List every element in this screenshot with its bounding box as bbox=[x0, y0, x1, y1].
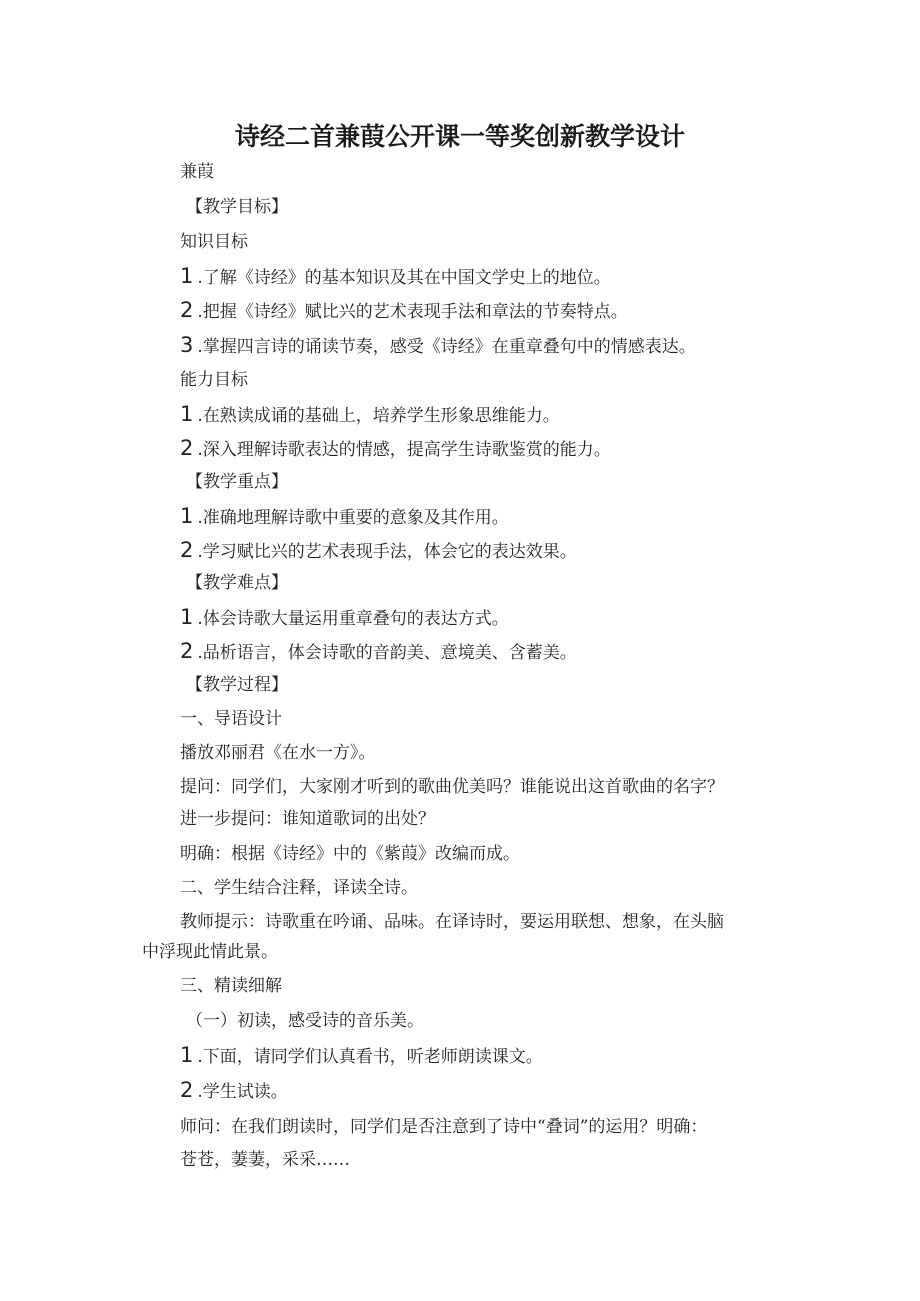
list-item bbox=[180, 436, 611, 462]
subsection-heading bbox=[180, 230, 248, 254]
paragraph bbox=[180, 842, 520, 866]
paragraph bbox=[180, 807, 435, 831]
line-text: .在熟读成诵的基础上，培养学生形象思维能力。 bbox=[197, 406, 560, 426]
item-number: 1 bbox=[180, 402, 194, 426]
item-number: 2 bbox=[180, 538, 194, 562]
paragraph bbox=[180, 876, 418, 900]
line-text: .深入理解诗歌表达的情感，提高学生诗歌鉴赏的能力。 bbox=[197, 440, 611, 460]
item-number: 1 bbox=[180, 605, 194, 629]
line-text: 一、导语设计 bbox=[180, 709, 282, 729]
paragraph bbox=[180, 1115, 707, 1139]
section-heading bbox=[186, 673, 288, 697]
line-text: 中浮现此情此景。 bbox=[142, 942, 278, 962]
item-number: 2 bbox=[180, 1078, 194, 1102]
paragraph bbox=[180, 974, 282, 998]
line-text: .体会诗歌大量运用重章叠句的表达方式。 bbox=[197, 609, 509, 629]
line-text: 知识目标 bbox=[180, 232, 248, 252]
line-text: （一）初读，感受诗的音乐美。 bbox=[186, 1011, 424, 1031]
list-item bbox=[180, 298, 628, 324]
line-text: 三、精读细解 bbox=[180, 976, 282, 996]
line-text: .学习赋比兴的艺术表现手法，体会它的表达效果。 bbox=[197, 542, 577, 562]
item-number: 2 bbox=[180, 639, 194, 663]
list-item bbox=[180, 504, 509, 530]
list-item bbox=[180, 639, 577, 665]
list-item bbox=[180, 333, 696, 359]
item-number: 1 bbox=[180, 504, 194, 528]
line-text: .学生试读。 bbox=[197, 1082, 288, 1102]
list-item bbox=[180, 402, 560, 428]
paragraph bbox=[186, 1009, 424, 1033]
line-text: .准确地理解诗歌中重要的意象及其作用。 bbox=[197, 508, 509, 528]
list-item bbox=[180, 1043, 543, 1069]
line-text: 【教学过程】 bbox=[186, 675, 288, 695]
list-item bbox=[180, 538, 577, 564]
line-text: .了解《诗经》的基本知识及其在中国文学史上的地位。 bbox=[197, 268, 611, 288]
list-item bbox=[180, 605, 509, 631]
item-number: 2 bbox=[180, 298, 194, 322]
line-text: 师问：在我们朗读时，同学们是否注意到了诗中“叠词”的运用？明确： bbox=[180, 1117, 708, 1137]
item-number: 1 bbox=[180, 1043, 194, 1067]
subsection-heading bbox=[180, 368, 248, 392]
paragraph bbox=[180, 741, 376, 765]
line-text: .下面，请同学们认真看书，听老师朗读课文。 bbox=[197, 1047, 543, 1067]
list-item bbox=[180, 1078, 288, 1104]
line-text: 提问：同学们，大家刚才听到的歌曲优美吗？谁能说出这首歌曲的名字？ bbox=[180, 777, 724, 797]
list-item bbox=[180, 264, 611, 290]
item-number: 3 bbox=[180, 333, 194, 357]
line-text: 【教学重点】 bbox=[186, 472, 288, 492]
section-heading bbox=[186, 571, 288, 595]
paragraph bbox=[180, 775, 724, 799]
item-number: 2 bbox=[180, 436, 194, 460]
line-text: 明确：根据《诗经》中的《紫葭》改编而成。 bbox=[180, 844, 520, 864]
line-text: .品析语言，体会诗歌的音韵美、意境美、含蓄美。 bbox=[197, 643, 577, 663]
document-title: 诗经二首兼葭公开课一等奖创新教学设计 bbox=[234, 122, 685, 151]
line-text: 兼葭 bbox=[180, 162, 214, 182]
paragraph bbox=[180, 910, 724, 934]
line-text: .掌握四言诗的诵读节奏，感受《诗经》在重章叠句中的情感表达。 bbox=[197, 337, 696, 357]
paragraph bbox=[180, 707, 282, 731]
line-text: 进一步提问：谁知道歌词的出处？ bbox=[180, 809, 435, 829]
line-text: 苍苍，萋萋，采采…… bbox=[180, 1150, 350, 1170]
line-text: 【教学难点】 bbox=[186, 573, 288, 593]
line-text: 教师提示：诗歌重在吟诵、品味。在译诗时，要运用联想、想象，在头脑 bbox=[180, 912, 724, 932]
section-heading bbox=[186, 195, 288, 219]
line-text: .把握《诗经》赋比兴的艺术表现手法和章法的节奏特点。 bbox=[197, 302, 628, 322]
line-text: 播放邓丽君《在水一方》。 bbox=[180, 743, 376, 763]
line-text: 二、学生结合注释，译读全诗。 bbox=[180, 878, 418, 898]
item-number: 1 bbox=[180, 264, 194, 288]
paragraph bbox=[142, 940, 278, 964]
paragraph bbox=[180, 1148, 350, 1172]
line-text: 【教学目标】 bbox=[186, 197, 288, 217]
line-text: 能力目标 bbox=[180, 370, 248, 390]
section-subtitle bbox=[180, 160, 214, 184]
section-heading bbox=[186, 470, 288, 494]
